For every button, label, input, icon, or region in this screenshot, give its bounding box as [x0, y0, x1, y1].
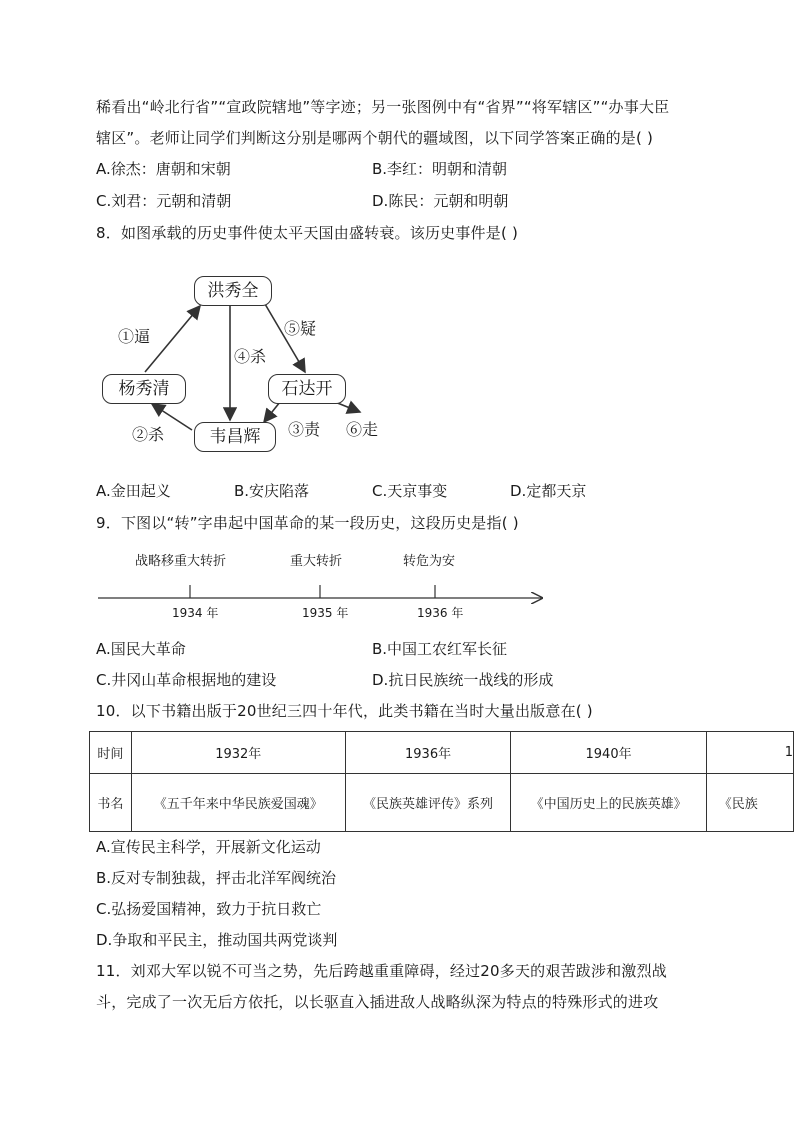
q8-option-d[interactable]: D.定都天京 [510, 482, 587, 500]
edge-label-5: ⑤疑 [284, 319, 317, 338]
table-cell-book-2: 《民族英雄评传》系列 [345, 774, 511, 832]
timeline-year-1936: 1936 年 [417, 606, 464, 620]
q8-option-c[interactable]: C.天京事变 [372, 482, 448, 500]
q10-option-b[interactable]: B.反对专制独裁，抨击北洋军阀统治 [96, 869, 337, 887]
question11-text-line-2: 斗，完成了一次无后方依托，以长驱直入插进敌人战略纵深为特点的特殊形式的进攻 [96, 993, 659, 1011]
table-cell-book-3: 《中国历史上的民族英雄》 [511, 774, 706, 832]
timeline-label-1: 战略移重大转折 [135, 554, 227, 569]
edge-label-2: ②杀 [132, 425, 165, 444]
table-row-books [90, 774, 794, 832]
timeline-label-2: 重大转折 [290, 554, 343, 569]
question7-text-line-1: 稀看出“岭北行省”“宣政院辖地”等字迹；另一张图例中有“省界”“将军辖区”“办事大臣 [96, 98, 670, 116]
table-cell-year-3: 1940年 [511, 732, 706, 774]
table-cell-book-1: 《五千年来中华民族爱国魂》 [131, 774, 345, 832]
node-shi-dakai: 石达开 [268, 374, 346, 404]
arrow-shi-to-wei [264, 402, 280, 422]
edge-label-4: ④杀 [234, 347, 267, 366]
question10-stem: 10．以下书籍出版于20世纪三四十年代，此类书籍在当时大量出版意在( ) [96, 702, 593, 720]
question7-text-line-2: 辖区”。老师让同学们判断这分别是哪两个朝代的疆域图，以下同学答案正确的是( ) [96, 129, 654, 147]
table-cell-year-2: 1936年 [345, 732, 511, 774]
q9-option-b[interactable]: B.中国工农红军长征 [372, 640, 508, 658]
q9-option-a[interactable]: A.国民大革命 [96, 640, 186, 658]
q7-option-c[interactable]: C.刘君：元朝和清朝 [96, 192, 232, 210]
table-cell-book-4: 《民族 [706, 774, 793, 832]
q8-option-b[interactable]: B.安庆陷落 [234, 482, 310, 500]
node-hong-xiuquan: 洪秀全 [194, 276, 272, 306]
table-row-years [90, 732, 794, 774]
table-cell-year-4: 1 [706, 732, 793, 774]
question11-text-line-1: 11．刘邓大军以锐不可当之势，先后跨越重重障碍，经过20多天的艰苦跋涉和激烈战 [96, 962, 667, 980]
q10-option-c[interactable]: C.弘扬爱国精神，致力于抗日救亡 [96, 900, 322, 918]
q10-option-a[interactable]: A.宣传民主科学，开展新文化运动 [96, 838, 321, 856]
table-header-time: 时间 [90, 732, 132, 774]
q9-option-c[interactable]: C.井冈山革命根据地的建设 [96, 671, 277, 689]
q7-option-b[interactable]: B.李红：明朝和清朝 [372, 160, 508, 178]
edge-label-3: ③责 [288, 420, 321, 439]
table-header-title: 书名 [90, 774, 132, 832]
q7-option-d[interactable]: D.陈民：元朝和明朝 [372, 192, 509, 210]
q9-option-d[interactable]: D.抗日民族统一战线的形成 [372, 671, 554, 689]
books-table [89, 731, 794, 832]
question9-stem: 9．下图以“转”字串起中国革命的某一段历史，这段历史是指( ) [96, 514, 519, 532]
timeline-label-3: 转危为安 [403, 554, 456, 569]
node-yang-xiuqing: 杨秀清 [102, 374, 186, 404]
q8-relationship-diagram [90, 262, 410, 462]
q7-option-a[interactable]: A.徐杰：唐朝和宋朝 [96, 160, 231, 178]
edge-label-6: ⑥走 [346, 420, 379, 439]
q10-option-d[interactable]: D.争取和平民主，推动国共两党谈判 [96, 931, 338, 949]
timeline-year-1935: 1935 年 [302, 606, 349, 620]
question8-stem: 8．如图承载的历史事件使太平天国由盛转衰。该历史事件是( ) [96, 224, 519, 242]
table-cell-year-1: 1932年 [131, 732, 345, 774]
timeline-year-1934: 1934 年 [172, 606, 219, 620]
edge-label-1: ①逼 [118, 327, 151, 346]
node-wei-changhui: 韦昌辉 [194, 422, 276, 452]
arrow-yang-to-hong [145, 306, 200, 372]
q8-option-a[interactable]: A.金田起义 [96, 482, 171, 500]
